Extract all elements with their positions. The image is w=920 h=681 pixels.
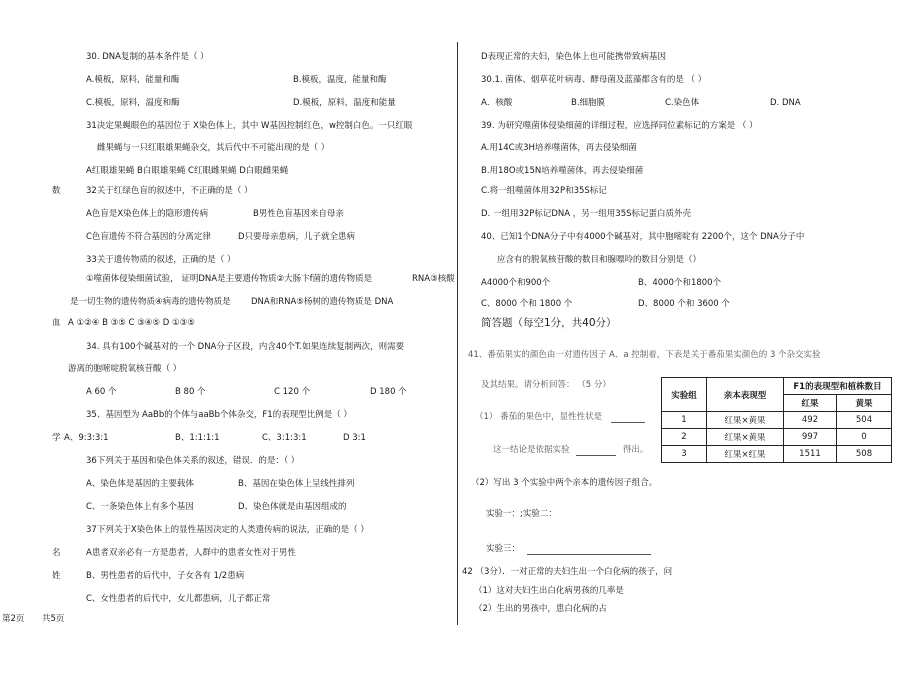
q41-question-1b-text: 这一结论是依据实验 xyxy=(493,445,570,455)
q41-experiment-1-2: 实验一：;实验二： xyxy=(486,509,557,519)
q30-option-a: A.模板，原料，能量和酶 xyxy=(86,75,180,85)
q32-option-a: A色盲是X染色体上的隐形遗传病 xyxy=(86,209,209,219)
q41-question-1b xyxy=(493,445,648,456)
experiment-results-table xyxy=(661,377,892,463)
q36-option-b: B、基因在染色体上呈线性排列 xyxy=(238,479,355,489)
q30-option-c: C.模板，原料，温度和酶 xyxy=(86,98,180,108)
q41-question-2: （2）写出 3 个实验中两个亲本的遗传因子组合。 xyxy=(471,478,658,488)
q33-stem: 33关于遗传物质的叙述，正确的是（ ） xyxy=(86,255,236,265)
table-cell-yellow: 508 xyxy=(837,446,892,463)
table-cell-parent: 红果×黄果 xyxy=(707,412,784,429)
q31-options: A红眼雄果蝇 B白眼雄果蝇 C红眼雌果蝇 D白眼雌果蝇 xyxy=(86,166,289,176)
q40-option-b: B、4000个和1800个 xyxy=(638,278,722,288)
table-cell-parent: 红果×红果 xyxy=(707,446,784,463)
answer-blank[interactable] xyxy=(576,455,616,456)
q36-option-c: C、一条染色体上有多个基因 xyxy=(86,502,194,512)
q37-stem: 37下列关于X染色体上的显性基因决定的人类遗传病的说法，正确的是（ ） xyxy=(86,525,369,535)
q37-option-d: D表现正常的夫妇，染色体上也可能携带致病基因 xyxy=(481,52,667,62)
q30-option-d: D.模板，原料，温度和能量 xyxy=(293,98,396,108)
q34-stem-line1: 34. 具有100个碱基对的一个 DNA分子区段，内含40个T.如果连续复制两次，则需要 xyxy=(86,342,405,352)
q35-stem: 35、基因型为 AaBb的个体与aaBb个体杂交，F1的表现型比例是（ ） xyxy=(86,410,352,420)
q35-option-d: D 3:1 xyxy=(343,433,366,443)
q41-question-1 xyxy=(475,412,645,423)
q39-stem: 39. 为研究噬菌体侵染细菌的详细过程，应选择同位素标记的方案是 （ ） xyxy=(481,121,758,131)
table-row xyxy=(662,429,892,446)
q36-stem: 36下列关于基因和染色体关系的叙述，错误．的是：（ ） xyxy=(86,456,300,466)
q34-option-d: D 180 个 xyxy=(370,387,407,397)
margin-char: 数 xyxy=(52,186,61,196)
q38-option-c: C.染色体 xyxy=(665,98,700,108)
q41-question-1b-tail: 得出。 xyxy=(622,445,649,455)
q40-option-a: A4000个和900个 xyxy=(481,278,551,288)
table-cell-yellow: 504 xyxy=(837,412,892,429)
q33-line1-tail: RNA③核酸 xyxy=(412,274,455,284)
q34-option-b: B 80 个 xyxy=(175,387,206,397)
table-cell-group: 1 xyxy=(662,412,707,429)
q34-option-c: C 120 个 xyxy=(274,387,311,397)
table-header-red: 红果 xyxy=(784,395,837,412)
table-cell-red: 492 xyxy=(784,412,837,429)
q39-option-c: C.将一组噬菌体用32P和35S标记 xyxy=(481,186,607,196)
margin-char: 姓 xyxy=(52,571,61,581)
q32-option-b: B男性色盲基因来自母亲 xyxy=(253,209,344,219)
q38-option-b: B.细胞膜 xyxy=(571,98,606,108)
q32-stem: 32关于红绿色盲的叙述中，不正确的是（ ） xyxy=(86,186,253,196)
q30-option-b: B.模板，温度，能量和酶 xyxy=(293,75,387,85)
q39-option-a: A.用14C或3H培养噬菌体，再去侵染细菌 xyxy=(481,143,637,153)
q40-option-d: D、8000 个和 3600 个 xyxy=(638,299,730,309)
q37-option-c: C、女性患者的后代中，女儿都患病，儿子都正常 xyxy=(86,594,271,604)
q39-option-b: B.用18O或15N培养噬菌体，再去侵染细菌 xyxy=(481,166,644,176)
q32-option-c: C色盲遗传不符合基因的分离定律 xyxy=(86,232,211,242)
q40-option-c: C、8000 个和 1800 个 xyxy=(481,299,573,309)
q41-stem-line2: 及其结果。请分析回答： （5 分） xyxy=(481,380,611,390)
table-header-group: 实验组 xyxy=(662,378,707,412)
table-header-yellow: 黄果 xyxy=(837,395,892,412)
q41-question-1-text: （1） 番茄的果色中，显性性状是 xyxy=(475,412,603,422)
margin-char: 血 xyxy=(52,318,61,328)
column-divider xyxy=(457,42,458,625)
table-cell-red: 1511 xyxy=(784,446,837,463)
table-header-parent: 亲本表现型 xyxy=(707,378,784,412)
q42-stem: 42 （3分）．一对正常的夫妇生出一个白化病的孩子，问 xyxy=(462,567,673,577)
q33-line2: 是一切生物的遗传物质④病毒的遗传物质是 xyxy=(70,297,231,307)
margin-char: 名 xyxy=(52,548,61,558)
q37-option-a: A患者双亲必有一方是患者，人群中的患者女性对于男性 xyxy=(86,548,296,558)
answer-blank[interactable] xyxy=(611,422,645,423)
q42-question-2: （2）生出的男孩中，患白化病的占 xyxy=(474,604,607,614)
q32-option-d: D只要母亲患病，儿子就全患病 xyxy=(238,232,356,242)
q35-option-c: C、3:1:3:1 xyxy=(262,433,307,443)
q41-experiment-3 xyxy=(486,544,651,555)
footer-total-pages: 共5页 xyxy=(42,614,65,624)
q35-option-a: A、9:3:3:1 xyxy=(64,433,109,443)
q38-option-d: D. DNA xyxy=(770,98,801,108)
q40-stem-line2: 应含有的脱氧核苷酸的数目和腺嘌呤的数目分别是（） xyxy=(497,255,702,265)
table-row xyxy=(662,412,892,429)
q30-stem: 30. DNA复制的基本条件是（ ） xyxy=(86,52,209,62)
table-cell-yellow: 0 xyxy=(837,429,892,446)
table-cell-group: 2 xyxy=(662,429,707,446)
q33-options: A ①②④ B ③⑤ C ③④⑤ D ①③⑤ xyxy=(68,318,195,328)
margin-char: 学 xyxy=(52,433,61,443)
q39-option-d: D. 一组用32P标记DNA ，另一组用35S标记蛋白质外壳 xyxy=(481,209,692,219)
q40-stem-line1: 40、已知1个DNA分子中有4000个碱基对，其中胞嘧啶有 2200个，这个 DNA分子中 xyxy=(481,232,805,242)
q34-stem-line2: 游离的胞嘧啶脱氧核苷酸（ ） xyxy=(68,364,182,374)
q31-stem-line1: 31决定果蝇眼色的基因位于 X染色体上，其中 W基因控制红色，w控制白色。一只红眼 xyxy=(86,121,413,131)
q38-stem: 30.1. 菌体、烟草花叶病毒、酵母菌及蓝藻都含有的是 （ ） xyxy=(481,75,707,85)
q31-stem-line2: 雌果蝇与一只红眼雄果蝇杂交，其后代中不可能出现的是（ ） xyxy=(97,143,330,153)
q36-option-d: D、染色体就是由基因组成的 xyxy=(238,502,347,512)
q41-stem-line1: 41、番茄果实的颜色由一对遗传因子 A、a 控制着，下表是关于番茄果实颜色的 3 个杂交实验 xyxy=(468,350,821,360)
table-cell-red: 997 xyxy=(784,429,837,446)
q41-experiment-3-label: 实验三： xyxy=(486,544,521,554)
table-row xyxy=(662,446,892,463)
q38-option-a: A．核酸 xyxy=(481,98,513,108)
q37-option-b: B、男性患者的后代中，子女各有 1/2患病 xyxy=(86,571,245,581)
table-cell-group: 3 xyxy=(662,446,707,463)
q33-line1: ①噬菌体侵染细菌试验， 证明DNA是主要遗传物质②大肠卞f菌的遗传物质是 xyxy=(86,274,373,284)
footer-page-number: 第2页 xyxy=(2,614,25,624)
q42-question-1: （1）这对夫妇生出白化病男孩的几率是 xyxy=(474,586,624,596)
q35-option-b: B、1:1:1:1 xyxy=(175,433,220,443)
q33-line2-tail: DNA和RNA⑤杨树的遗传物质是 DNA xyxy=(251,297,394,307)
table-header-f1: F1的表现型和植株数目 xyxy=(784,378,892,395)
table-cell-parent: 红果×黄果 xyxy=(707,429,784,446)
section-heading: 简答题（每空1分，共40分） xyxy=(481,317,617,329)
answer-blank[interactable] xyxy=(527,554,651,555)
q36-option-a: A、染色体是基因的主要载体 xyxy=(86,479,194,489)
q34-option-a: A 60 个 xyxy=(86,387,117,397)
